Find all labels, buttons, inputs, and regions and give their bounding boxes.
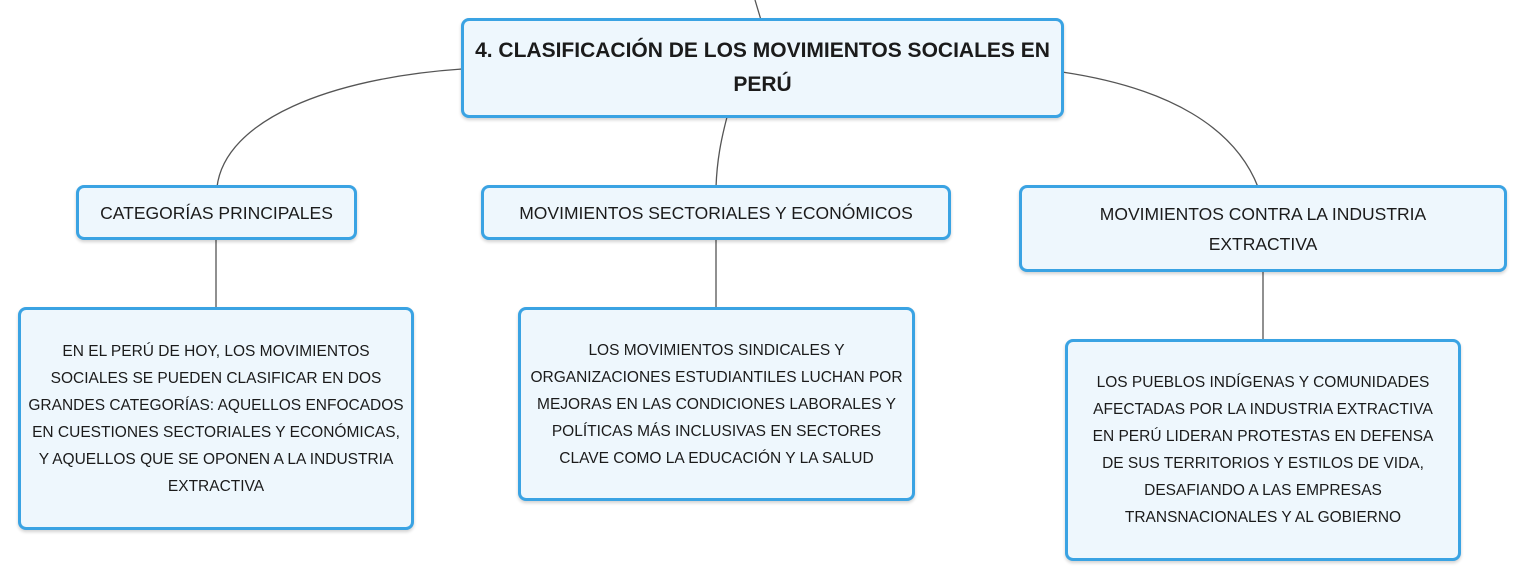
topic-movimientos-sectoriales[interactable] (481, 185, 951, 240)
root-topic[interactable] (461, 18, 1064, 118)
topic-movimientos-sectoriales-label: MOVIMIENTOS SECTORIALES Y ECONÓMICOS (519, 202, 913, 223)
connector-root-to-sectoriales (716, 117, 727, 187)
subtopic-categorias-description-text: EN EL PERÚ DE HOY, LOS MOVIMIENTOS SOCIALES SE PUEDEN CLASIFICAR EN DOS GRANDES CATEGORÍAS: AQUELLOS ENFOCADOS EN CUESTIONES SECTORIALES Y ECONÓMICAS, Y AQUELLOS QUE SE OPONEN A LA INDUSTRIA EXTRACTIVA (28, 342, 404, 495)
subtopic-sectoriales-description-text: LOS MOVIMIENTOS SINDICALES Y ORGANIZACIONES ESTUDIANTILES LUCHAN POR MEJORAS EN LAS CONDICIONES LABORALES Y POLÍTICAS MÁS INCLUSIVAS EN SECTORES CLAVE COMO LA EDUCACIÓN Y LA SALUD (530, 341, 903, 467)
topic-categorias-principales[interactable] (76, 185, 357, 240)
subtopic-categorias-description[interactable] (18, 307, 414, 530)
connector-root-to-categorias (217, 69, 462, 187)
subtopic-extractiva-description[interactable] (1065, 339, 1461, 561)
topic-categorias-principales-label: CATEGORÍAS PRINCIPALES (100, 202, 333, 223)
topic-movimientos-extractiva[interactable] (1019, 185, 1507, 272)
connector-root-to-extractiva (1062, 72, 1258, 187)
subtopic-extractiva-description-text: LOS PUEBLOS INDÍGENAS Y COMUNIDADES AFECTADAS POR LA INDUSTRIA EXTRACTIVA EN PERÚ LIDERAN PROTESTAS EN DEFENSA DE SUS TERRITORIOS Y ESTILOS DE VIDA, DESAFIANDO A LAS EMPRESAS TRANSNACIONALES Y AL GOBIERNO (1092, 374, 1434, 526)
connector-parent-to-root (755, 0, 761, 20)
subtopic-sectoriales-description[interactable] (518, 307, 915, 501)
root-topic-title: 4. CLASIFICACIÓN DE LOS MOVIMIENTOS SOCIALES EN PERÚ (475, 39, 1050, 96)
topic-movimientos-extractiva-label: MOVIMIENTOS CONTRA LA INDUSTRIA EXTRACTIVA (1099, 203, 1427, 254)
